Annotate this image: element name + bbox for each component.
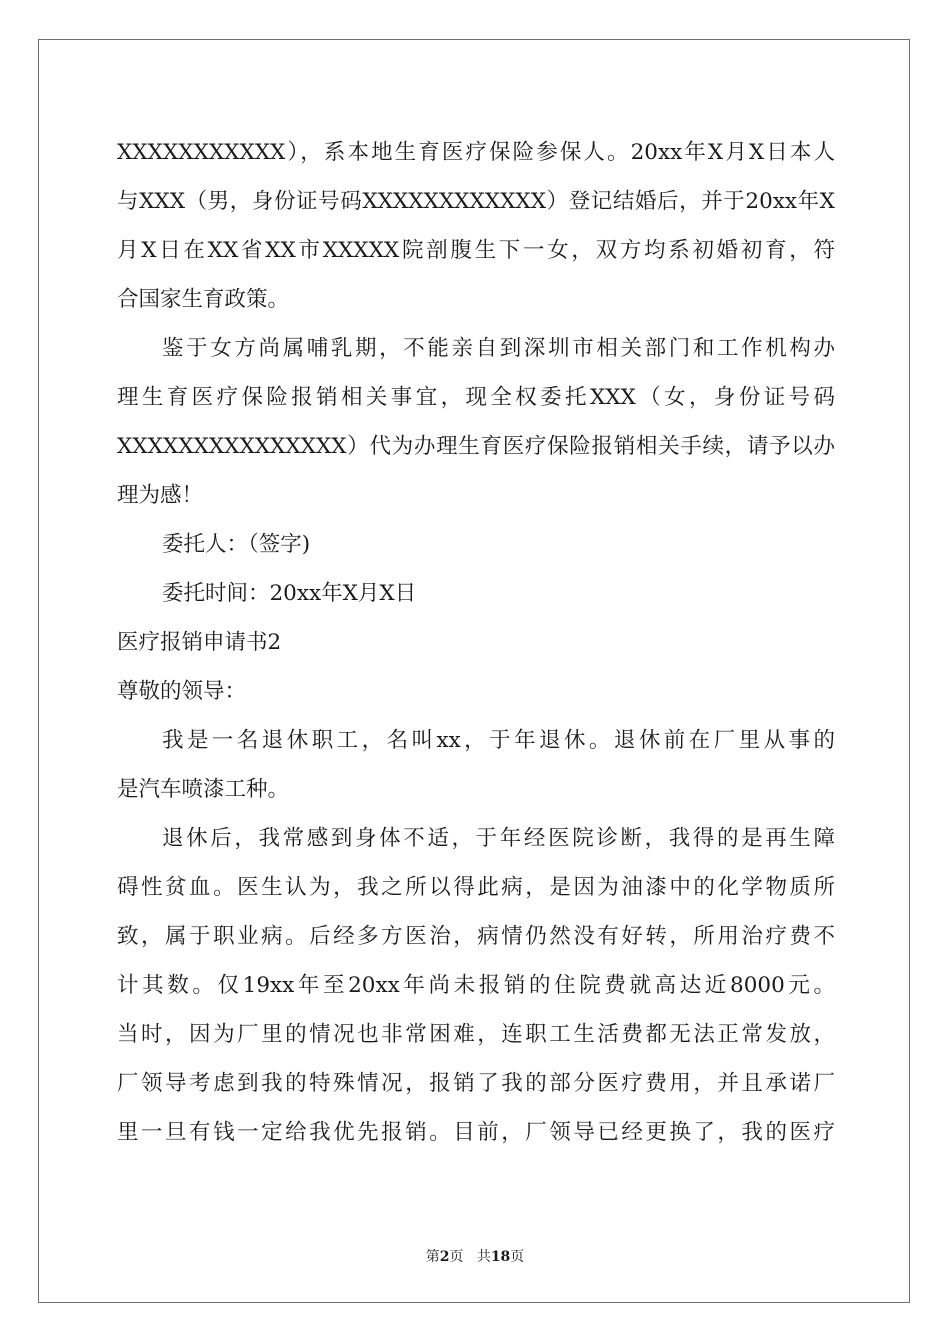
- text-line: 致，属于职业病。后经多方医治，病情仍然没有好转，所用治疗费不: [117, 924, 835, 949]
- salutation: 尊敬的领导：: [117, 679, 247, 704]
- footer-total-pages: 18: [490, 1249, 511, 1265]
- text-line: 是汽车喷漆工种。: [117, 777, 290, 802]
- text-line: 与XXX（男，身份证号码XXXXXXXXXXXX）登记结婚后，并于20xx年X: [117, 189, 835, 214]
- text-line: 碍性贫血。医生认为，我之所以得此病，是因为油漆中的化学物质所: [117, 875, 835, 900]
- text-line: 理为感！: [117, 483, 204, 508]
- text-line: 厂领导考虑到我的特殊情况，报销了我的部分医疗费用，并且承诺厂: [117, 1071, 835, 1096]
- text-line: 合国家生育政策。: [117, 287, 290, 312]
- text-line: 计其数。仅19xx年至20xx年尚未报销的住院费就高达近8000元。: [117, 973, 835, 998]
- footer-total-suffix: 页: [510, 1249, 525, 1265]
- footer-prefix: 第: [425, 1249, 440, 1265]
- text-line: 当时，因为厂里的情况也非常困难，连职工生活费都无法正常发放，: [117, 1022, 835, 1047]
- text-line: 里一旦有钱一定给我优先报销。目前，厂领导已经更换了，我的医疗: [117, 1120, 835, 1145]
- text-line: XXXXXXXXXXXXXXX）代为办理生育医疗保险报销相关手续，请予以办: [117, 434, 835, 459]
- footer-page-suffix: 页: [449, 1249, 464, 1265]
- text-line: 我是一名退休职工，名叫xx，于年退休。退休前在厂里从事的: [162, 728, 835, 753]
- text-line: 委托时间：20xx年X月X日: [162, 581, 417, 606]
- footer-page-number: 2: [439, 1249, 450, 1265]
- section-heading: 医疗报销申请书2: [117, 630, 282, 655]
- footer-total-prefix: 共: [476, 1249, 491, 1265]
- text-line: 委托人：（签字): [162, 532, 311, 557]
- text-line: 月X日在XX省XX市XXXXX院剖腹生下一女，双方均系初婚初育，符: [117, 238, 835, 263]
- text-line: 退休后，我常感到身体不适，于年经医院诊断，我得的是再生障: [162, 826, 835, 851]
- page-footer: [0, 1246, 950, 1266]
- text-line: 鉴于女方尚属哺乳期，不能亲自到深圳市相关部门和工作机构办: [162, 336, 835, 361]
- document-body: [117, 128, 835, 1157]
- text-line: 理生育医疗保险报销相关事宜，现全权委托XXX（女，身份证号码: [117, 385, 835, 410]
- text-line: XXXXXXXXXXX），系本地生育医疗保险参保人。20xx年X月X日本人: [117, 140, 835, 165]
